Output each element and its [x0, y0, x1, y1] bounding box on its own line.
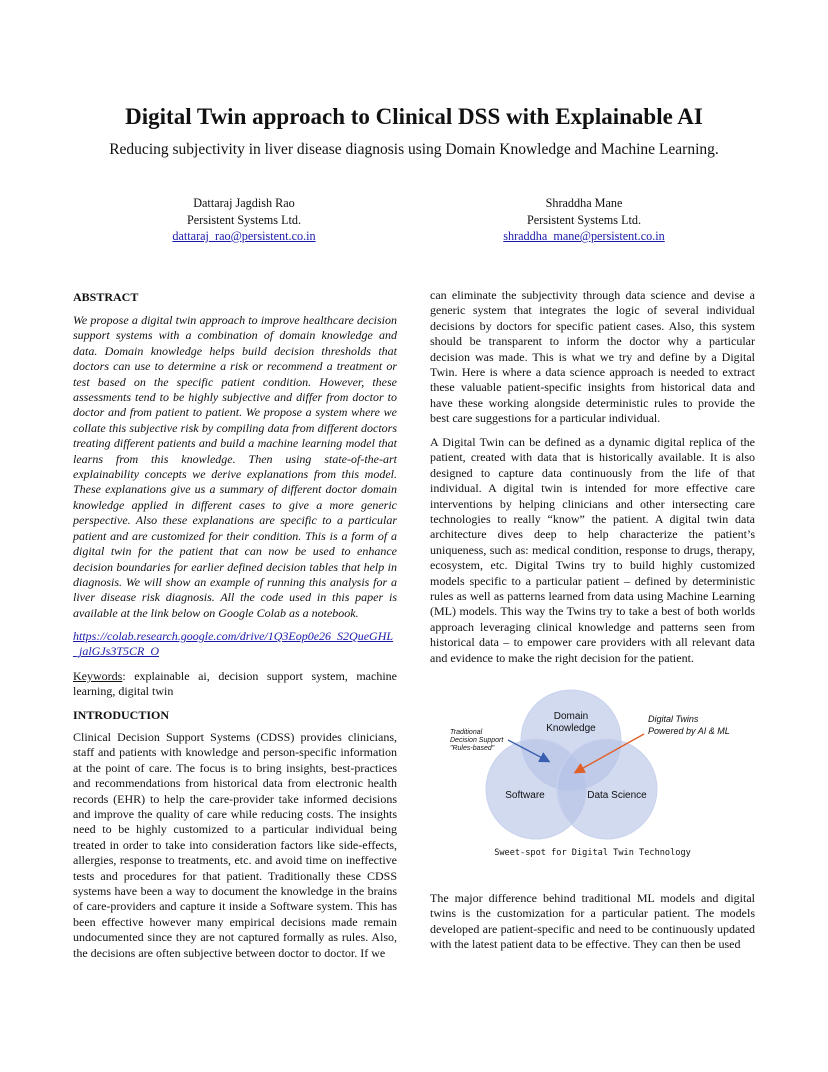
author-affiliation: Persistent Systems Ltd.: [186, 212, 302, 227]
author-email-link[interactable]: shraddha_mane@persistent.co.in: [503, 229, 665, 243]
abstract-heading: ABSTRACT: [73, 290, 139, 304]
annotation-digital-twins: Digital Twins: [648, 714, 699, 724]
keywords: [73, 669, 397, 700]
author-affiliation: Persistent Systems Ltd.: [526, 212, 642, 227]
introduction-text: Clinical Decision Support Systems (CDSS) provides clinicians, staff and patients with knowledge and person-specific information at the point of care. The focus is to bring insights, best-practices and recommendations from historical data from electronic health records (EHR) to help the care-provider take informed decisions and improve the quality of care while reducing costs. The insights need to be highly customized to a particular individual being treated in order to take into consideration factors like side-effects, allergies, response to treatments, etc. and avoid time on ineffective tests and procedures for that patient. Traditionally these CDSS systems have been a way to document the knowledge in the brains of care-providers and capture it inside a Software system. This has been effective however many empirical decisions made remain undocumented since they are not captured formally as rules. Also, the decisions are often subjective between doctor to doctor. If we: [73, 730, 397, 960]
annotation-powered-by: Powered by AI & ML: [648, 726, 730, 736]
introduction-heading: INTRODUCTION: [73, 708, 170, 722]
author-name: Shraddha Mane: [545, 196, 623, 210]
figure-caption: Sweet-spot for Digital Twin Technology: [494, 848, 691, 858]
right-paragraph-1: can eliminate the subjectivity through data science and devise a generic system that integrates the logic of several individual decisions by doctors for specific patient cases. Also, this system should be transparent to inform the doctor why a particular decision was made. This is what we try and define by a Digital Twin. Here is where a data science approach is needed to extract these valuable patient-specific insights from historical data and have these working alongside deterministic rules to provide the best care suggestions for a particular individual.: [430, 288, 755, 426]
annotation-decision-support: Decision Support: [450, 737, 504, 744]
venn-label-software: Software: [505, 790, 545, 801]
author-block-1: [114, 195, 374, 245]
venn-diagram-figure: [430, 676, 755, 861]
author-email-link[interactable]: dattaraj_rao@persistent.co.in: [172, 229, 316, 243]
author-block-2: [454, 195, 714, 245]
right-paragraph-3: The major difference behind traditional ML models and digital twins is the customization for a particular patient. The models developed are patient-specific and need to be continuously updated with the latest patient data to be effective. They can then be used: [430, 891, 755, 952]
author-name: Dattaraj Jagdish Rao: [193, 196, 295, 210]
keywords-text: : explainable ai, decision support system, machine learning, digital twin: [73, 669, 397, 699]
annotation-rules-based: "Rules-based": [450, 745, 495, 752]
annotation-traditional: Traditional: [450, 729, 483, 736]
paper-title: Digital Twin approach to Clinical DSS with Explainable AI: [125, 104, 703, 129]
code-notebook-link[interactable]: https://colab.research.google.com/drive/1Q3Eop0e26_S2QueGHL_jalGJs3T5CR_O: [73, 629, 394, 659]
venn-label-data-science: Data Science: [587, 790, 647, 801]
paper-subtitle: Reducing subjectivity in liver disease diagnosis using Domain Knowledge and Machine Learning.: [109, 141, 719, 158]
abstract-text: We propose a digital twin approach to improve healthcare decision support systems with a combination of domain knowledge and data. Domain knowledge helps build decision thresholds that doctors can use to determine a risk or recommend a treatment or test based on the specific patient condition. However, these assessments tend to be highly subjective and differ from doctor to doctor and from patient to patient. We propose a system where we collate this subjective risk by compiling data from different doctors treating different patients and build a machine learning model that learns from this knowledge. Then using state-of-the-art explainability concepts we derive explanations from this model. These explanations give us a summary of different doctor domain knowledge applied in different cases to give a more generic perspective. Also these explanations are specific to a particular patient and are customized for their condition. This is a form of a digital twin for the patient that can now be used to enhance decision boundaries for earlier defined decision tables that help in diagnosis. We will show an example of running this analysis for a liver disease risk diagnosis. All the code used in this paper is available at the link below on Google Colab as a notebook.: [73, 313, 397, 620]
venn-label-domain: Domain: [553, 711, 589, 722]
right-paragraph-2: A Digital Twin can be defined as a dynamic digital replica of the patient, created with data that is historically available. It is also designed to capture data continuously from the life of that individual. A digital twin is intended for more effective care interventions by helping clinicians and other intersecting care technologies to really “know” the patient. A digital twin data architecture dives deep to help characterize the patient’s uniqueness, such as: medical condition, response to drugs, therapy, ecosystem, etc. Digital Twins try to build highly customized models specific to a particular patient – defined by deterministic rules as well as patterns learned from data using Machine Learning (ML) models. This way the Twins try to take a best of both worlds approach leveraging clinical knowledge and patterns seen from historical data – to empower care providers with all relevant data and evidence to make the right decision for the patient.: [430, 435, 755, 665]
keywords-label: Keywords: [73, 669, 123, 683]
venn-label-knowledge: Knowledge: [546, 723, 596, 734]
